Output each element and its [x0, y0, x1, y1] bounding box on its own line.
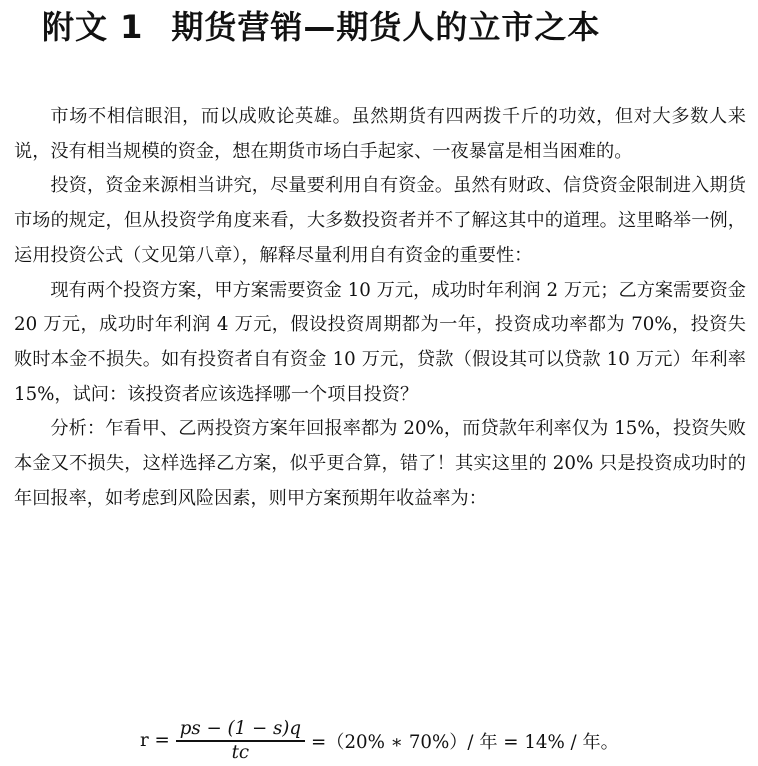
formula-denominator: tc	[231, 741, 250, 763]
page-title	[42, 4, 732, 50]
appendix-title: 期货营销—期货人的立市之本	[171, 8, 601, 46]
return-rate-formula	[140, 718, 619, 764]
formula-rhs: =（20% ∗ 70%）/ 年 = 14% / 年。	[311, 731, 619, 753]
paragraph-1: 市场不相信眼泪，而以成败论英雄。虽然期货有四两拨千斤的功效，但对大多数人来说，没有相当规模的资金，想在期货市场白手起家、一夜暴富是相当困难的。	[14, 106, 746, 162]
body-text	[14, 100, 746, 516]
paragraph-2: 投资，资金来源相当讲究，尽量要利用自有资金。虽然有财政、信贷资金限制进入期货市场的规定，但从投资学角度来看，大多数投资者并不了解这其中的道理。这里略举一例，运用投资公式（文见第八章），解释尽量利用自有资金的重要性：	[14, 175, 746, 266]
paragraph-4: 分析：乍看甲、乙两投资方案年回报率都为 20%，而贷款年利率仅为 15%，投资失败本金又不损失，这样选择乙方案，似乎更合算，错了！其实这里的 20% 只是投资成功时的年回报率，如考虑到风险因素，则甲方案预期年收益率为：	[14, 418, 746, 509]
formula-numerator: ps − (1 − s)q	[179, 718, 302, 739]
paragraph-3: 现有两个投资方案，甲方案需要资金 10 万元，成功时年利润 2 万元；乙方案需要资金 20 万元，成功时年利润 4 万元，假设投资周期都为一年，投资成功率都为 70%，投资失败时本金不损失。如有投资者自有资金 10 万元，贷款（假设其可以贷款 10 万元）年利率 15%，试问：该投资者应该选择哪一个项目投资？	[14, 279, 746, 405]
formula-lhs: r =	[140, 730, 170, 752]
formula-fraction	[176, 718, 305, 764]
appendix-number: 附文 1	[42, 8, 144, 46]
